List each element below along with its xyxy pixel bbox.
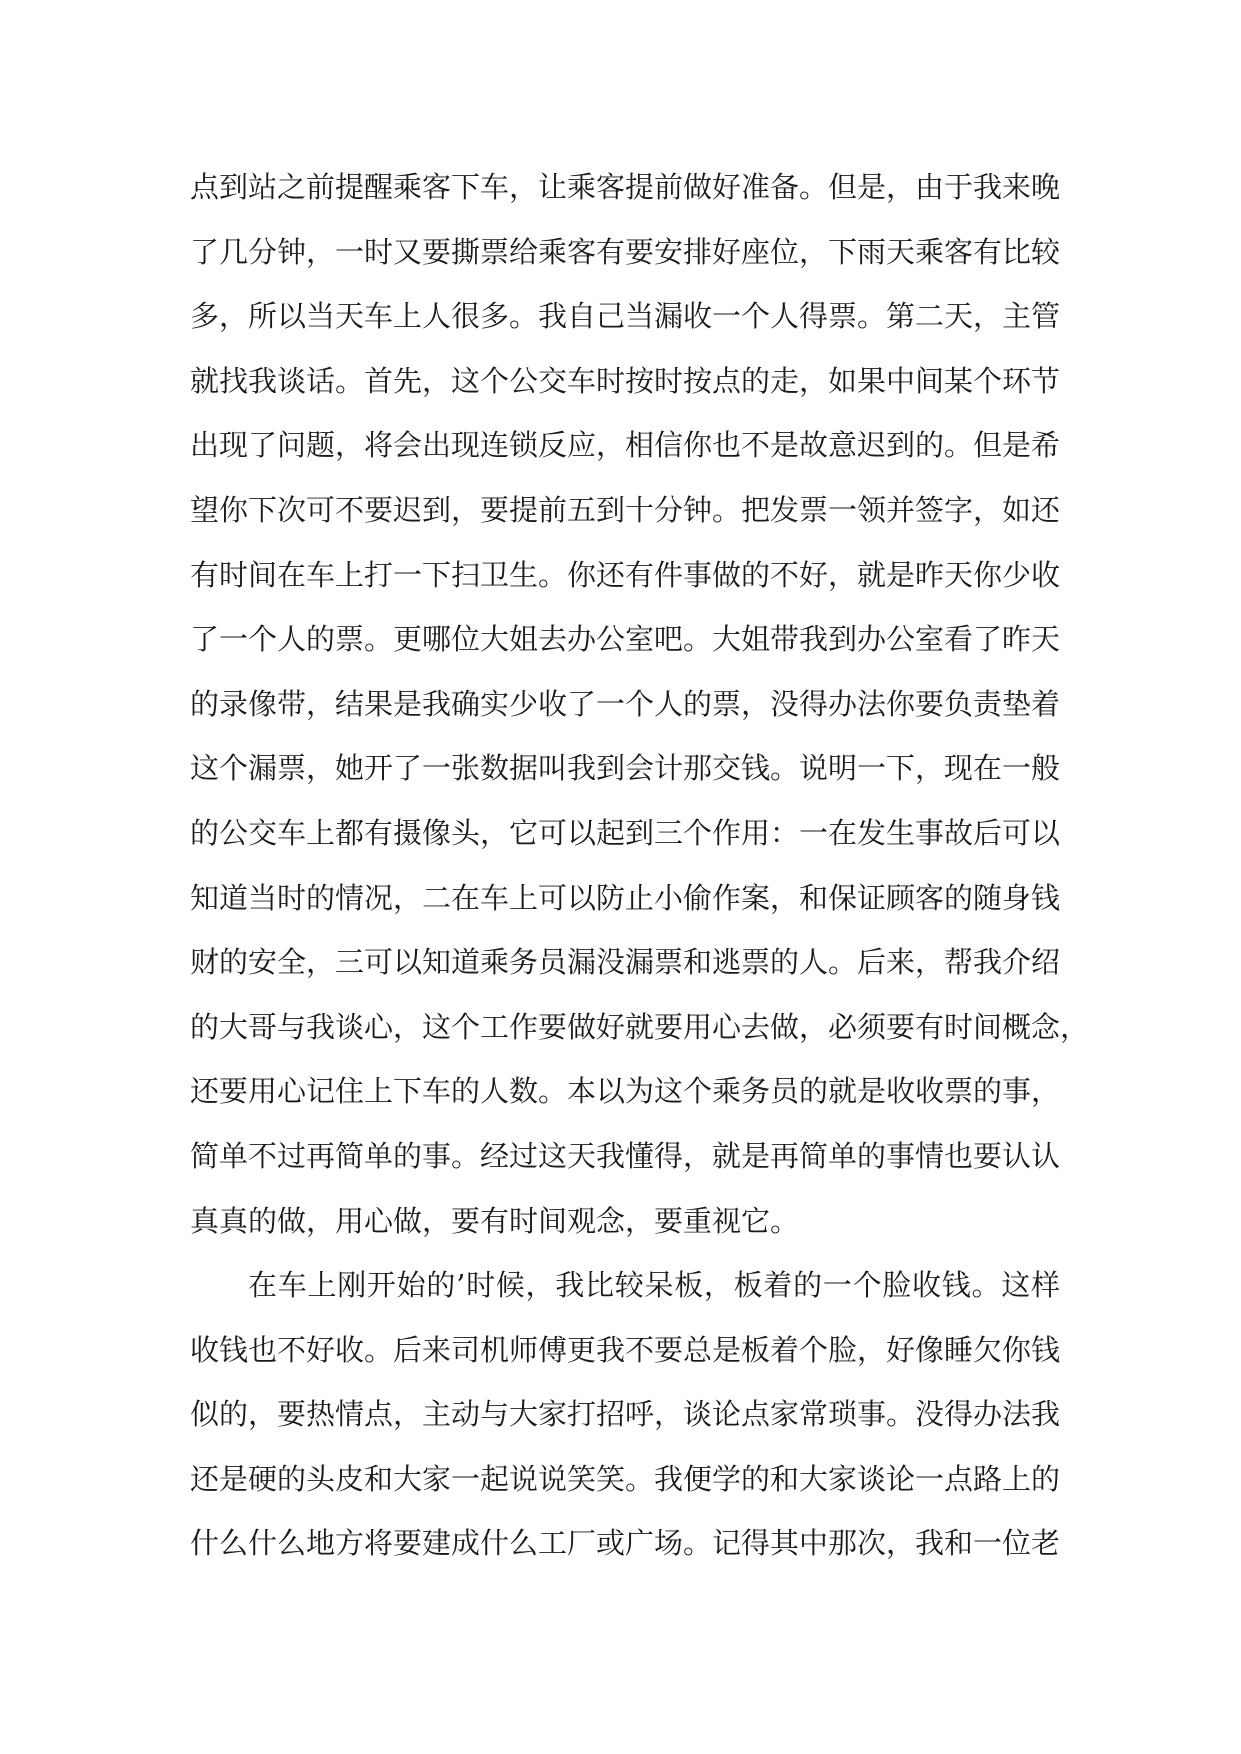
text-line: 这个漏票，她开了一张数据叫我到会计那交钱。说明一下，现在一般 — [190, 751, 1061, 786]
text-line: 似的，要热情点，主动与大家打招呼，谈论点家常琐事。没得办法我 — [190, 1397, 1061, 1432]
text-line: 了一个人的票。更哪位大姐去办公室吧。大姐带我到办公室看了昨天 — [190, 622, 1061, 657]
text-line: 有时间在车上打一下扫卫生。你还有件事做的不好，就是昨天你少收 — [190, 557, 1061, 592]
text-line: 的录像带，结果是我确实少收了一个人的票，没得办法你要负责垫着 — [190, 686, 1061, 721]
text-line: 还是硬的头皮和大家一起说说笑笑。我便学的和大家谈论一点路上的 — [190, 1461, 1061, 1496]
text-line: 望你下次可不要迟到，要提前五到十分钟。把发票一领并签字，如还 — [190, 492, 1061, 527]
text-line: 了几分钟，一时又要撕票给乘客有要安排好座位，下雨天乘客有比较 — [190, 234, 1061, 269]
text-line: 的大哥与我谈心，这个工作要做好就要用心去做，必须要有时间概念， — [190, 1009, 1090, 1044]
text-line: 的公交车上都有摄像头，它可以起到三个作用：一在发生事故后可以 — [190, 815, 1061, 850]
text-line: 多，所以当天车上人很多。我自己当漏收一个人得票。第二天，主管 — [190, 299, 1061, 334]
text-line: 点到站之前提醒乘客下车，让乘客提前做好准备。但是，由于我来晚 — [190, 170, 1061, 204]
body-text — [190, 155, 1090, 1576]
text-line: 什么什么地方将要建成什么工厂或广场。记得其中那次，我和一位老 — [190, 1526, 1061, 1561]
text-line: 在车上刚开始的’时候，我比较呆板，板着的一个脸收钱。这样 — [248, 1268, 1060, 1303]
text-line: 就找我谈话。首先，这个公交车时按时按点的走，如果中间某个环节 — [190, 363, 1061, 398]
text-line: 出现了问题，将会出现连锁反应，相信你也不是故意迟到的。但是希 — [190, 428, 1061, 463]
text-line: 知道当时的情况，二在车上可以防止小偷作案，和保证顾客的随身钱 — [190, 880, 1061, 915]
text-line: 还要用心记住上下车的人数。本以为这个乘务员的就是收收票的事， — [190, 1074, 1061, 1109]
text-line: 财的安全，三可以知道乘务员漏没漏票和逃票的人。后来，帮我介绍 — [190, 945, 1061, 980]
text-line: 简单不过再简单的事。经过这天我懂得，就是再简单的事情也要认认 — [190, 1138, 1061, 1173]
text-line: 收钱也不好收。后来司机师傅更我不要总是板着个脸，好像睡欠你钱 — [190, 1332, 1061, 1367]
text-line: 真真的做，用心做，要有时间观念，要重视它。 — [190, 1203, 800, 1238]
